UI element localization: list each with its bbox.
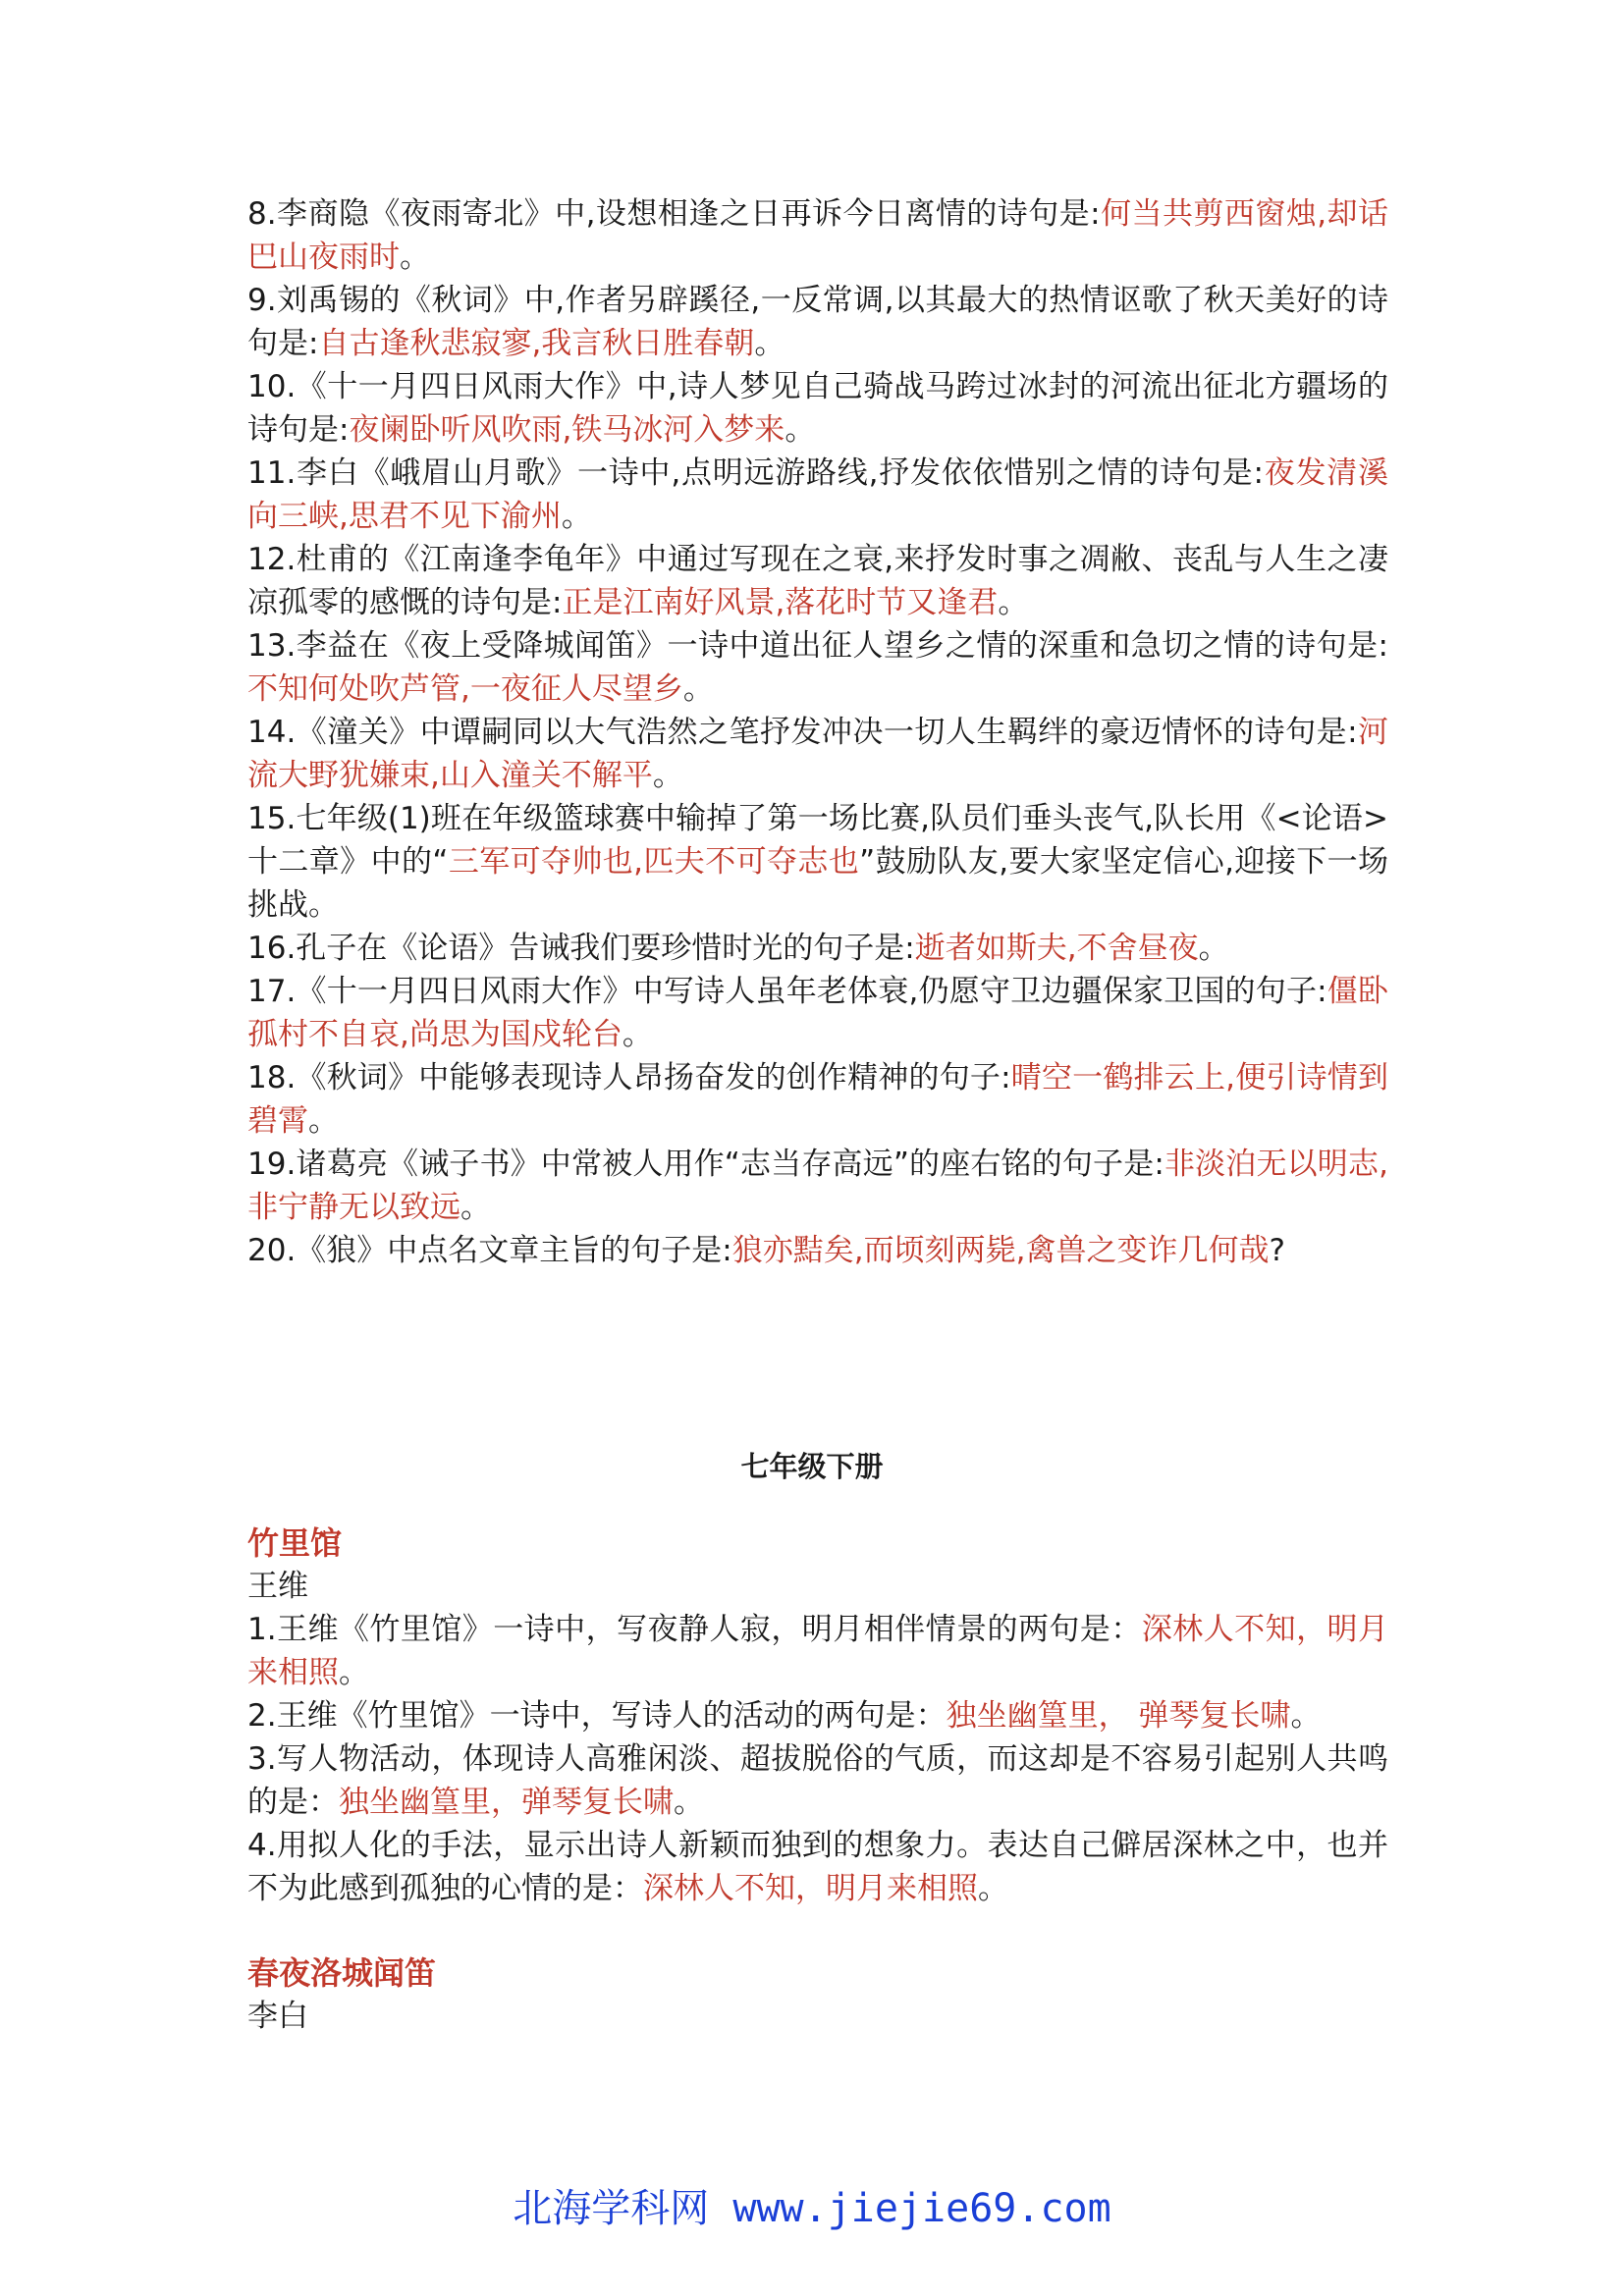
question-tail: 。 [998,585,1029,620]
question-text: 8.李商隐《夜雨寄北》中,设想相逢之日再诉今日离情的诗句是: [247,196,1101,232]
question-tail: 。 [652,758,683,793]
question-text: 4.用拟人化的手法，显示出诗人新颖而独到的想象力。表达自己僻居深林之中，也并不为此感到孤独的心情的是： [247,1828,1388,1906]
answer-text: 非淡泊无以明志,非宁静无以致远 [247,1147,1388,1225]
question-tail: 。 [308,1103,339,1139]
question-tail: 。 [460,1190,491,1225]
question-text: 16.孔子在《论语》告诫我们要珍惜时光的句子是: [247,931,915,966]
question-item [247,192,1388,279]
answer-text: 独坐幽篁里，弹琴复长啸 [339,1785,674,1820]
question-item [247,1694,1388,1737]
question-tail: 。 [561,499,592,534]
answer-text: 自古逢秋悲寂寥,我言秋日胜春朝 [318,326,755,361]
question-text: 19.诸葛亮《诫子书》中常被人用作“志当存高远”的座右铭的句子是: [247,1147,1164,1182]
question-item [247,1824,1388,1910]
answer-text: 不知何处吹芦管,一夜征人尽望乡 [247,671,683,707]
question-text: 12.杜甫的《江南逢李龟年》中通过写现在之衰,来抒发时事之凋敝、丧乱与人生之凄凉孤零的感慨的诗句是: [247,542,1388,620]
question-text: 20.《狼》中点名文章主旨的句子是: [247,1233,732,1268]
answer-text: 三军可夺帅也,匹夫不可夺志也 [448,844,860,880]
question-item [247,365,1388,452]
question-item [247,797,1388,927]
answer-text: 夜阑卧听风吹雨,铁马冰河入梦来 [349,412,785,448]
question-tail: 。 [754,326,785,361]
question-text: 9.刘禹锡的《秋词》中,作者另辟蹊径,一反常调,以其最大的热情讴歌了秋天美好的诗句是: [247,283,1388,361]
answer-text: 河流大野犹嫌束,山入潼关不解平 [247,715,1388,793]
question-tail: 。 [622,1017,653,1052]
question-item [247,624,1388,711]
question-text: 11.李白《峨眉山月歌》一诗中,点明远游路线,抒发依依惜别之情的诗句是: [247,455,1264,491]
question-tail: 。 [682,671,714,707]
question-item [247,1229,1388,1272]
poem-title: 竹里馆 [247,1524,343,1562]
question-text: 13.李益在《夜上受降城闻笛》一诗中道出征人望乡之情的深重和急切之情的诗句是: [247,628,1388,664]
poem-author: 李白 [247,1999,308,2034]
question-tail: 。 [674,1785,704,1820]
question-item [247,1608,1388,1694]
question-text: 14.《潼关》中谭嗣同以大气浩然之笔抒发冲决一切人生羁绊的豪迈情怀的诗句是: [247,715,1358,750]
question-item [247,538,1388,624]
footer-watermark: 北海学科网 www.jiejie69.com [513,2186,1111,2231]
question-tail: 。 [785,412,816,448]
question-list-top [247,192,1388,1272]
question-tail: ”鼓励队友,要大家坚定信心,迎接下一场挑战。 [247,844,1388,923]
answer-text: 晴空一鹤排云上,便引诗情到碧霄 [247,1060,1388,1139]
question-item [247,1143,1388,1229]
poem-block-1 [247,1522,1388,1910]
question-item [247,711,1388,797]
answer-text: 独坐幽篁里， 弹琴复长啸 [946,1698,1291,1734]
question-text: 1.王维《竹里馆》一诗中，写夜静人寂，明月相伴情景的两句是： [247,1612,1142,1647]
question-item [247,927,1388,970]
poem-block-2 [247,1951,1388,2038]
answer-text: 深林人不知，明月来相照 [643,1871,978,1906]
section-title: 七年级下册 [740,1450,884,1483]
poem1-question-list [247,1608,1388,1910]
question-item [247,279,1388,365]
question-text: 18.《秋词》中能够表现诗人昂扬奋发的创作精神的句子: [247,1060,1011,1095]
answer-text: 僵卧孤村不自哀,尚思为国戍轮台 [247,974,1388,1052]
answer-text: 夜发清溪向三峡,思君不见下渝州 [247,455,1389,534]
question-item [247,1056,1388,1143]
poem-author: 王维 [247,1569,308,1604]
question-text: 15.七年级(1)班在年级篮球赛中输掉了第一场比赛,队员们垂头丧气,队长用《<论语>十二章》中的“ [247,801,1388,880]
answer-text: 狼亦黠矣,而顷刻两毙,禽兽之变诈几何哉 [731,1233,1270,1268]
question-item [247,970,1388,1056]
question-tail: 。 [1290,1698,1322,1734]
question-item [247,1737,1388,1824]
poem-title: 春夜洛城闻笛 [247,1954,437,1992]
question-text: 10.《十一月四日风雨大作》中,诗人梦见自己骑战马跨过冰封的河流出征北方疆场的诗句是: [247,369,1388,448]
answer-text: 何当共剪西窗烛,却话巴山夜雨时 [247,196,1389,275]
question-tail: ? [1269,1233,1285,1268]
answer-text: 逝者如斯夫,不舍昼夜 [914,931,1199,966]
answer-text: 深林人不知，明月来相照 [247,1612,1389,1690]
question-tail: 。 [400,240,430,275]
question-text: 17.《十一月四日风雨大作》中写诗人虽年老体衰,仍愿守卫边疆保家卫国的句子: [247,974,1327,1009]
question-tail: 。 [978,1871,1008,1906]
question-text: 3.写人物活动，体现诗人高雅闲淡、超拔脱俗的气质，而这却是不容易引起别人共鸣的是： [247,1741,1388,1820]
question-item [247,452,1388,538]
question-tail: 。 [1198,931,1229,966]
question-tail: 。 [339,1655,369,1690]
answer-text: 正是江南好风景,落花时节又逢君 [562,585,999,620]
question-text: 2.王维《竹里馆》一诗中，写诗人的活动的两句是： [247,1698,947,1734]
